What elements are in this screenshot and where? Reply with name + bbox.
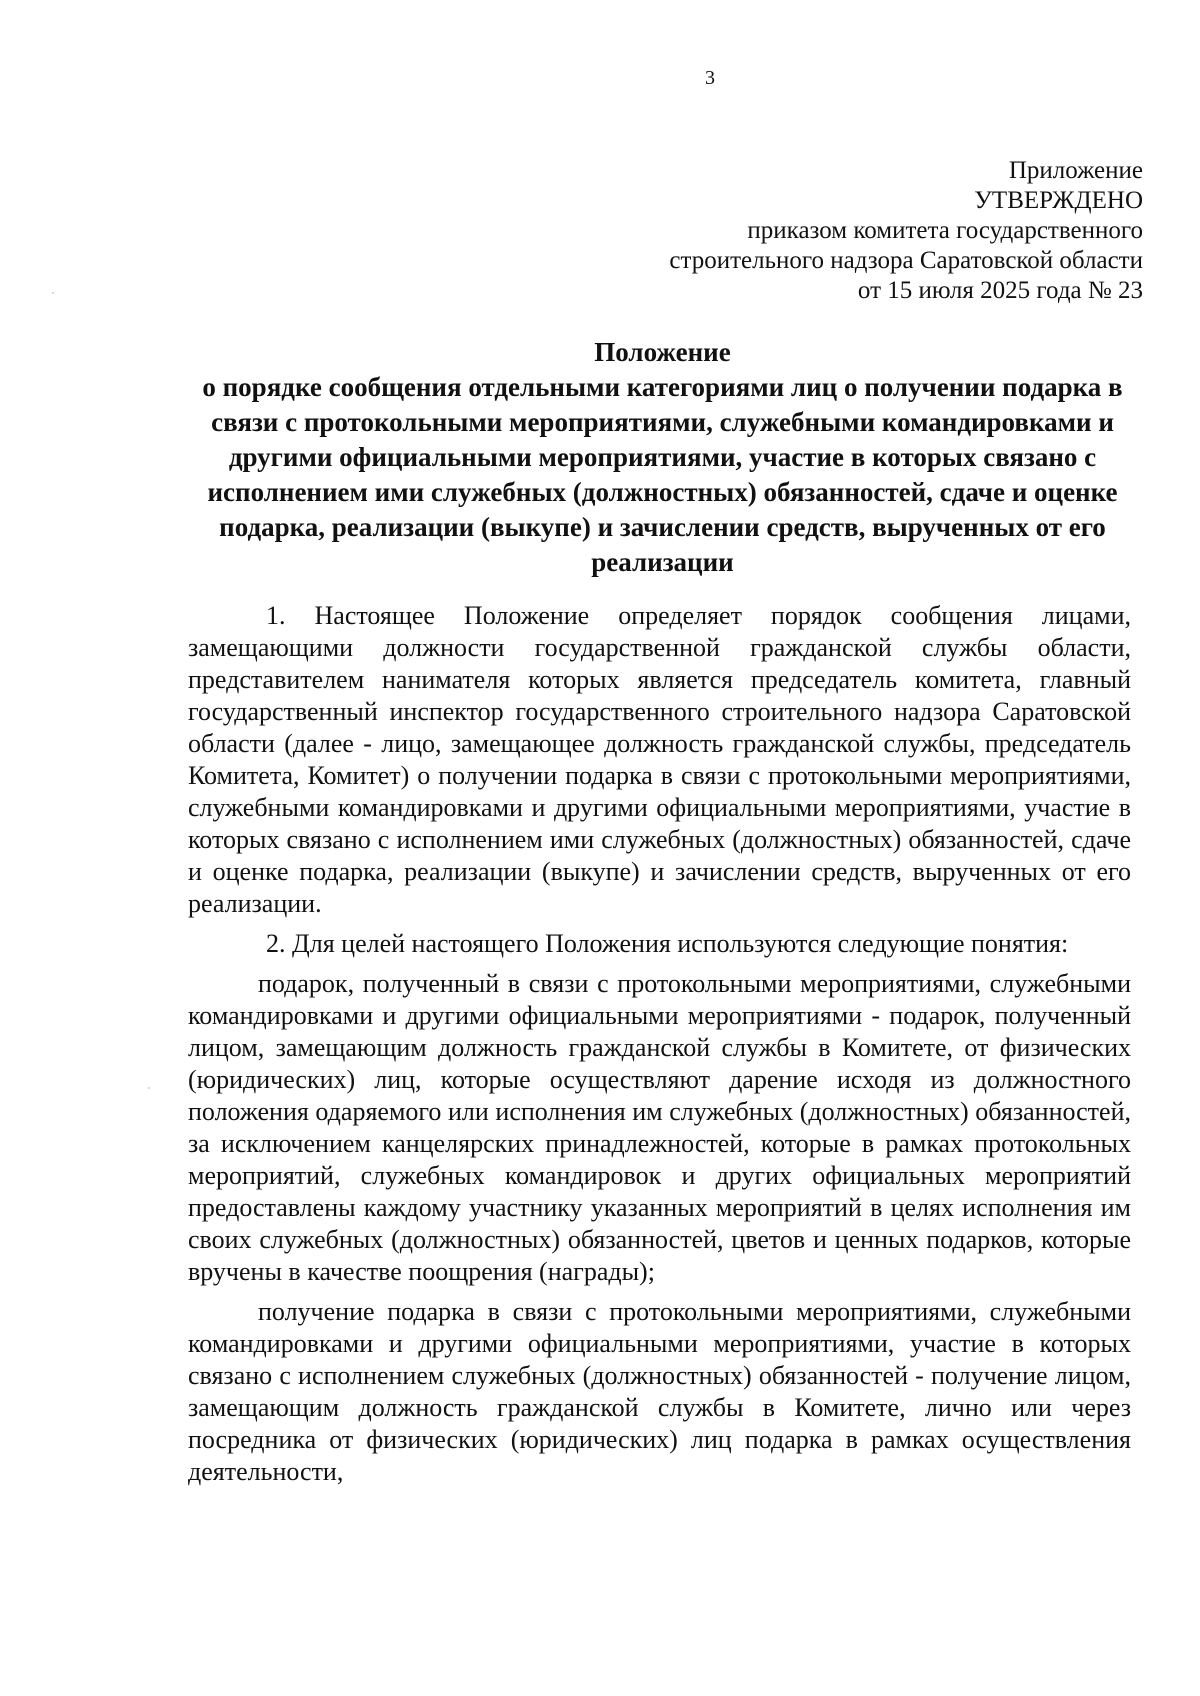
approval-date-number-line: от 15 июля 2025 года № 23 <box>857 277 1143 304</box>
page-number: 3 <box>705 67 715 89</box>
document-title-block <box>195 335 1130 580</box>
definition-gift-receipt: получение подарка в связи с протокольными мероприятиями, служебными командировками и другими официальными мероприятиями, участие в которых связано с исполнением служебных (должностных) обязанностей - получение лицом, замещающим должность гражданской службы в Комитете, лично или через посредника от физических (юридических) лиц подарка в рамках осуществления деятельности, <box>188 1297 1131 1486</box>
scan-speck <box>148 1087 150 1089</box>
approval-appendix-label: Приложение <box>1008 157 1143 184</box>
document-heading: Положение <box>594 337 731 367</box>
approval-authority-line: строительного надзора Саратовской области <box>669 247 1143 274</box>
paragraph-2: 2. Для целей настоящего Положения используются следующие понятия: <box>266 929 1069 958</box>
approval-stamp-block <box>583 156 1143 306</box>
approval-approved-label: УТВЕРЖДЕНО <box>974 187 1143 214</box>
paragraph-1: 1. Настоящее Положение определяет порядок сообщения лицами, замещающими должности государственной гражданской службы области, представителем нанимателя которых является председатель комитета, главный государственный инспектор государственного строительного надзора Саратовской области (далее - лицо, замещающее должность гражданской службы, председатель Комитета, Комитет) о получении подарка в связи с протокольными мероприятиями, служебными командировками и другими официальными мероприятиями, участие в которых связано с исполнением ими служебных (должностных) обязанностей, сдаче и оценке подарка, реализации (выкупе) и зачислении средств, вырученных от его реализации. <box>188 601 1131 918</box>
approval-order-line: приказом комитета государственного <box>747 217 1143 244</box>
definition-gift: подарок, полученный в связи с протокольными мероприятиями, служебными командировками и другими официальными мероприятиями - подарок, полученный лицом, замещающим должность гражданской службы в Комитете, от физических (юридических) лиц, которые осуществляют дарение исходя из должностного положения одаряемого или исполнения им служебных (должностных) обязанностей, за исключением канцелярских принадлежностей, которые в рамках протокольных мероприятий, служебных командировок и других официальных мероприятий предоставлены каждому участнику указанных мероприятий в целях исполнения им своих служебных (должностных) обязанностей, цветов и ценных подарков, которые вручены в качестве поощрения (награды); <box>188 969 1131 1286</box>
document-subtitle: о порядке сообщения отдельными категориями лиц о получении подарка в связи с протокольными мероприятиями, служебными командировками и другими официальными мероприятиями, участие в которых связано с исполнением ими служебных (должностных) обязанностей, сдаче и оценке подарка, реализации (выкупе) и зачислении средств, вырученных от его реализации <box>202 372 1123 577</box>
scan-speck <box>52 292 54 294</box>
document-body <box>188 600 1131 1488</box>
